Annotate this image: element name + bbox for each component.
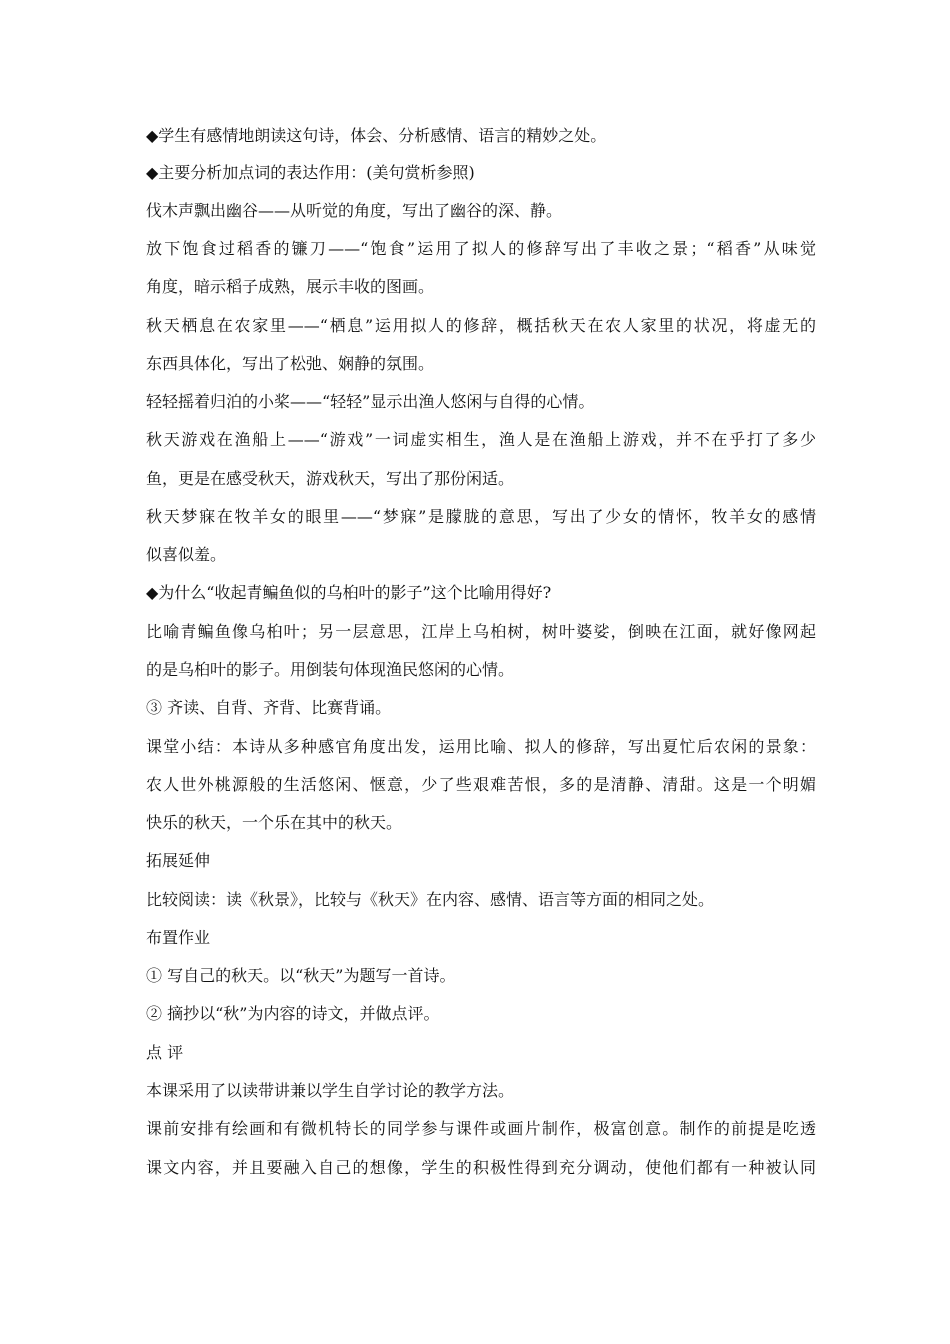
text-line-28: 课文内容，并且要融入自己的想像，学生的积极性得到充分调动，使他们都有一种被认同 bbox=[146, 1158, 816, 1177]
text-line-16: ③ 齐读、自背、齐背、比赛背诵。 bbox=[146, 698, 392, 717]
section-heading-comment: 点 评 bbox=[146, 1043, 184, 1062]
text-line-3: 伐木声飘出幽谷——从听觉的角度，写出了幽谷的深、静。 bbox=[146, 201, 563, 220]
section-heading-homework: 布置作业 bbox=[146, 928, 211, 947]
text-line-17: 课堂小结：本诗从多种感官角度出发，运用比喻、拟人的修辞，写出夏忙后农闲的景象： bbox=[146, 737, 816, 756]
text-line-4: 放下饱食过稻香的镰刀——“饱食”运用了拟人的修辞写出了丰收之景；“稻香”从味觉 bbox=[146, 239, 816, 258]
text-line-2: ◆主要分析加点词的表达作用：(美句赏析参照) bbox=[146, 163, 475, 182]
text-line-27: 课前安排有绘画和有微机特长的同学参与课件或画片制作，极富创意。制作的前提是吃透 bbox=[146, 1119, 816, 1138]
text-line-26: 本课采用了以读带讲兼以学生自学讨论的教学方法。 bbox=[146, 1081, 515, 1100]
text-line-24: ② 摘抄以“秋”为内容的诗文，并做点评。 bbox=[146, 1004, 440, 1023]
text-line-7: 东西具体化，写出了松弛、娴静的氛围。 bbox=[146, 354, 435, 373]
text-line-12: 似喜似羞。 bbox=[146, 545, 227, 564]
text-line-18: 农人世外桃源般的生活悠闲、惬意，少了些艰难苦恨，多的是清静、清甜。这是一个明媚 bbox=[146, 775, 816, 794]
text-line-14: 比喻青鳊鱼像乌桕叶；另一层意思，江岸上乌桕树，树叶婆娑，倒映在江面，就好像网起 bbox=[146, 622, 816, 641]
text-line-6: 秋天栖息在农家里——“栖息”运用拟人的修辞，概括秋天在农人家里的状况，将虚无的 bbox=[146, 316, 816, 335]
text-line-15: 的是乌桕叶的影子。用倒装句体现渔民悠闲的心情。 bbox=[146, 660, 515, 679]
section-heading-extension: 拓展延伸 bbox=[146, 851, 211, 870]
text-line-8: 轻轻摇着归泊的小桨——“轻轻”显示出渔人悠闲与自得的心情。 bbox=[146, 392, 595, 411]
text-line-21: 比较阅读：读《秋景》，比较与《秋天》在内容、感情、语言等方面的相同之处。 bbox=[146, 890, 715, 909]
text-line-13: ◆为什么“收起青鳊鱼似的乌桕叶的影子”这个比喻用得好? bbox=[146, 583, 552, 602]
text-line-9: 秋天游戏在渔船上——“游戏”一词虚实相生，渔人是在渔船上游戏，并不在乎打了多少 bbox=[146, 430, 816, 449]
text-line-23: ① 写自己的秋天。以“秋天”为题写一首诗。 bbox=[146, 966, 456, 985]
text-line-19: 快乐的秋天，一个乐在其中的秋天。 bbox=[146, 813, 403, 832]
text-line-1: ◆学生有感情地朗读这句诗，体会、分析感情、语言的精妙之处。 bbox=[146, 126, 607, 145]
text-line-5: 角度，暗示稻子成熟，展示丰收的图画。 bbox=[146, 277, 435, 296]
text-line-10: 鱼，更是在感受秋天，游戏秋天，写出了那份闲适。 bbox=[146, 469, 515, 488]
text-line-11: 秋天梦寐在牧羊女的眼里——“梦寐”是朦胧的意思，写出了少女的情怀，牧羊女的感情 bbox=[146, 507, 816, 526]
